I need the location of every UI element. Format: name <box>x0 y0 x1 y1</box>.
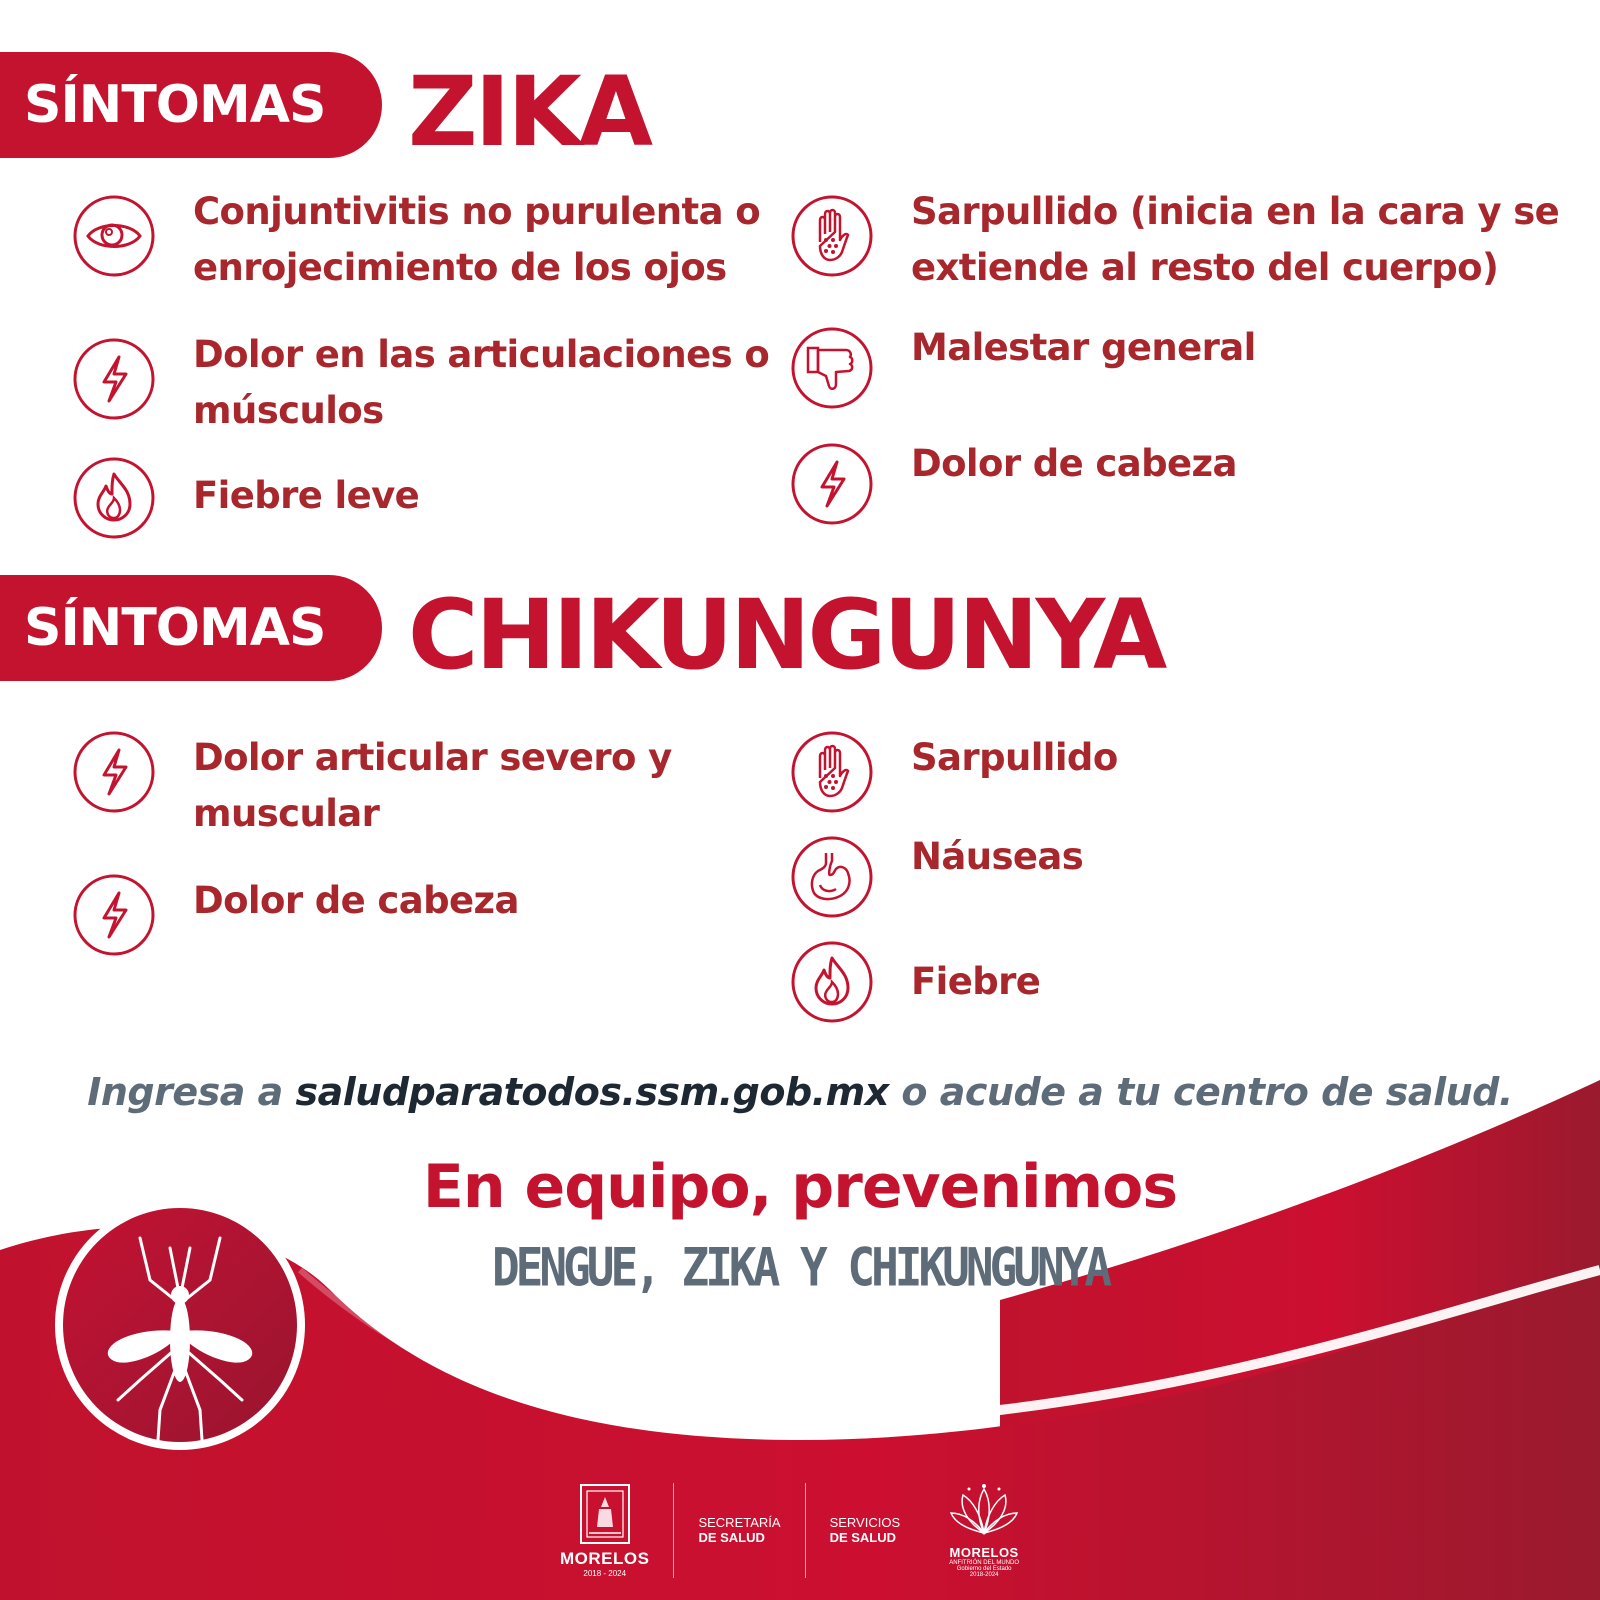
servicios-line2: DE SALUD <box>829 1530 897 1545</box>
cta-suffix: o acude a tu centro de salud. <box>888 1070 1513 1114</box>
morelos-brand-gov: Gobierno del Estado <box>956 1565 1012 1572</box>
symptom-text: Dolor articular severo y <box>193 736 672 779</box>
morelos-brand-logo <box>949 1483 1019 1578</box>
lightning-icon <box>72 730 156 814</box>
thumbs-down-icon <box>790 326 874 410</box>
fire-icon <box>72 456 156 540</box>
morelos-seal-icon <box>579 1483 631 1545</box>
cta-url[interactable]: saludparatodos.ssm.gob.mx <box>295 1070 889 1114</box>
secretaria-line1: SECRETARÍA <box>698 1515 781 1530</box>
spacer <box>924 1483 925 1578</box>
morelos-brand-years: 2018-2024 <box>969 1571 999 1578</box>
servicios-logo <box>830 1515 901 1545</box>
symptom-text: Dolor de cabeza <box>911 442 1237 485</box>
symptom-item <box>790 730 1118 814</box>
chikungunya-badge-label: SÍNTOMAS <box>24 598 326 658</box>
secretaria-logo <box>698 1515 780 1545</box>
symptom-text: extiende al resto del cuerpo) <box>911 246 1499 289</box>
fire-icon <box>790 940 874 1024</box>
symptom-text: Fiebre leve <box>193 474 420 517</box>
cta-text <box>0 1070 1600 1114</box>
morelos-logo-name: MORELOS <box>560 1548 650 1568</box>
symptom-item <box>790 835 1083 919</box>
morelos-logo-years: 2018 - 2024 <box>583 1568 627 1578</box>
footer-logos <box>560 1475 1060 1585</box>
symptom-item <box>790 190 1560 306</box>
symptom-text: Sarpullido <box>911 736 1118 779</box>
zika-title: ZIKA <box>408 56 651 168</box>
symptom-text: muscular <box>193 792 380 835</box>
servicios-line1: SERVICIOS <box>829 1515 901 1530</box>
eye-icon <box>72 194 156 278</box>
symptom-item <box>72 730 672 842</box>
divider <box>673 1483 674 1578</box>
morelos-brand-name: MORELOS <box>949 1544 1019 1560</box>
symptom-text: Náuseas <box>911 835 1084 878</box>
symptom-text: Dolor en las articulaciones o <box>193 333 770 376</box>
symptom-text: enrojecimiento de los ojos <box>193 246 727 289</box>
subslogan: DENGUE, ZIKA Y CHIKUNGUNYA <box>491 1235 1109 1299</box>
lightning-icon <box>790 442 874 526</box>
chikungunya-title: CHIKUNGUNYA <box>408 579 1165 691</box>
symptom-text: Malestar general <box>911 326 1256 369</box>
symptom-item <box>790 442 1237 526</box>
slogan: En equipo, prevenimos <box>422 1152 1178 1222</box>
zika-badge <box>0 52 382 158</box>
stomach-icon <box>790 835 874 919</box>
hand-rash-icon <box>790 194 874 278</box>
morelos-brand-tagline: ANFITRIÓN DEL MUNDO <box>949 1559 1020 1566</box>
cta-prefix: Ingresa a <box>87 1070 296 1114</box>
symptom-text: Sarpullido (inicia en la cara y se <box>911 190 1560 233</box>
hand-rash-icon <box>790 730 874 814</box>
flower-icon <box>949 1483 1019 1541</box>
symptom-item <box>72 456 419 540</box>
symptom-item <box>72 333 770 449</box>
symptom-text: músculos <box>193 389 384 432</box>
lightning-icon <box>72 337 156 421</box>
chikungunya-badge <box>0 575 382 681</box>
symptom-item <box>72 190 761 306</box>
morelos-seal-logo <box>560 1483 649 1578</box>
symptom-text: Fiebre <box>911 960 1041 1003</box>
symptom-text: Dolor de cabeza <box>193 879 519 922</box>
lightning-icon <box>72 873 156 957</box>
zika-badge-label: SÍNTOMAS <box>24 75 326 135</box>
secretaria-line2: DE SALUD <box>698 1530 765 1545</box>
symptom-item <box>790 326 1256 410</box>
symptom-item <box>72 873 519 957</box>
symptom-item <box>790 940 1040 1024</box>
symptom-text: Conjuntivitis no purulenta o <box>193 190 761 233</box>
divider <box>805 1483 806 1578</box>
